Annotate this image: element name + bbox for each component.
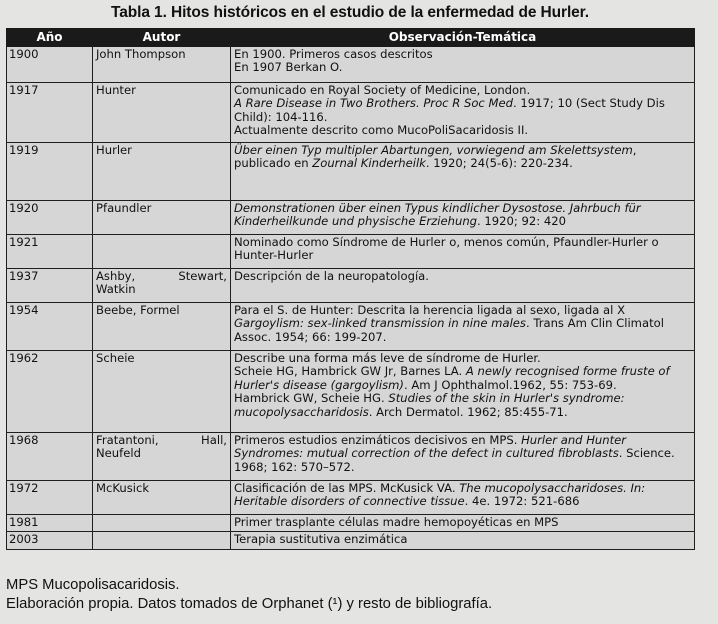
citation-title: Zournal Kinderheilk (312, 156, 426, 171)
header-observation: Observación-Temática (231, 29, 695, 47)
citation-title: The mucopolysaccharidoses. In: Heritable disorders of connective tissue (234, 481, 646, 509)
header-author: Autor (93, 29, 231, 47)
observation-cell (231, 351, 695, 433)
author-cell (93, 481, 231, 515)
table-row (7, 201, 695, 235)
year-cell: 1981 (7, 515, 93, 532)
observation-cell (231, 201, 695, 235)
observation-text: . 4e. 1972: 521-686 (464, 494, 580, 509)
author-cell (93, 143, 231, 201)
table-row (7, 515, 695, 532)
observation-text: Clasificación de las MPS. McKusick VA. (234, 481, 460, 495)
observation-text: . Am J Ophthalmol.1962, 55: 753-69. (403, 377, 617, 392)
observation-text: Nominado como Síndrome de Hurler o, menos común, Pfaundler-Hurler o Hunter-Hurler (234, 235, 659, 263)
author-text: Hunter (96, 83, 136, 97)
year-cell: 1968 (7, 433, 93, 481)
author-cell (93, 47, 231, 83)
author-cell (93, 433, 231, 481)
citation-title: Über einen Typ multipler Abartungen, vorwiegend am Skelettsystem (234, 143, 633, 157)
observation-line (234, 270, 691, 283)
table-row (7, 143, 695, 201)
observation-line (234, 202, 691, 229)
observation-line (234, 392, 691, 419)
observation-cell (231, 235, 695, 269)
author-text: McKusick (96, 481, 150, 495)
table-row (7, 83, 695, 143)
observation-text: Comunicado en Royal Society of Medicine, London. (234, 83, 531, 97)
author-cell (93, 303, 231, 351)
author-text: Pfaundler (96, 201, 152, 215)
observation-line (234, 236, 691, 263)
observation-cell (231, 269, 695, 303)
table-row (7, 532, 695, 549)
observation-line (234, 352, 691, 365)
observation-cell (231, 515, 695, 532)
author-cell (93, 532, 231, 549)
table-row (7, 433, 695, 481)
author-text: Scheie (96, 351, 135, 365)
observation-cell (231, 481, 695, 515)
observation-cell (231, 532, 695, 549)
year-cell: 1921 (7, 235, 93, 269)
author-text: Fratantoni, Hall, Neufeld (96, 433, 227, 461)
observation-text: Primeros estudios enzimáticos decisivos en MPS. (234, 433, 522, 447)
author-cell (93, 351, 231, 433)
table-row (7, 47, 695, 83)
observation-line (234, 365, 691, 392)
year-cell: 1972 (7, 481, 93, 515)
observation-text: Para el S. de Hunter: Descrita la herencia ligada al sexo, ligada al X (234, 303, 626, 317)
observation-line (234, 48, 691, 61)
observation-cell (231, 433, 695, 481)
table-row (7, 303, 695, 351)
observation-line (234, 144, 691, 171)
observation-text: . 1920; 92: 420 (477, 214, 566, 229)
observation-cell (231, 303, 695, 351)
year-cell: 1919 (7, 143, 93, 201)
table-row (7, 481, 695, 515)
observation-line (234, 304, 691, 344)
observation-text: Primer trasplante células madre hemopoyéticas en MPS (234, 515, 559, 529)
header-year: Año (7, 29, 93, 47)
citation-title: Studies of the skin in Hurler's syndrome: mucopolysaccharidosis (234, 391, 625, 419)
table-row (7, 235, 695, 269)
table-row (7, 269, 695, 303)
year-cell: 1900 (7, 47, 93, 83)
observation-text: En 1907 Berkan O. (234, 60, 343, 75)
table-body (7, 47, 695, 550)
year-cell: 1954 (7, 303, 93, 351)
year-cell: 2003 (7, 532, 93, 549)
author-cell (93, 269, 231, 303)
author-cell (93, 83, 231, 143)
observation-text: Scheie HG, Hambrick GW Jr, Barnes LA. (234, 364, 466, 379)
citation-title: Hurler and Hunter Syndromes: mutual correction of the defect in cultured fibroblasts (234, 433, 627, 461)
observation-text: , publicado en (234, 143, 637, 171)
footnote-abbreviation: MPS Mucopolisacaridosis. (6, 577, 180, 593)
citation-title: A Rare Disease in Two Brothers. Proc R Soc Med (234, 96, 513, 111)
table-header-row (7, 29, 695, 47)
observation-line (234, 124, 691, 137)
observation-text: . Arch Dermatol. 1962; 85:455-71. (368, 404, 568, 419)
footnote-source: Elaboración propia. Datos tomados de Orphanet (¹) y resto de bibliografía. (6, 596, 493, 612)
observation-line (234, 61, 691, 74)
observation-line (234, 97, 691, 124)
author-text: Beebe, Formel (96, 303, 180, 317)
observation-text: Hambrick GW, Scheie HG. (234, 391, 389, 406)
citation-title: Demonstrationen über einen Typus kindlicher Dysostose. Jahrbuch für Kinderheilkunde und physische Erziehung (234, 201, 641, 229)
observation-text: Descripción de la neuropatología. (234, 269, 429, 283)
observation-text: Actualmente descrito como MucoPoliSacaridosis II. (234, 123, 529, 138)
observation-line (234, 84, 691, 97)
milestones-table (6, 28, 695, 550)
observation-line (234, 482, 691, 509)
observation-cell (231, 47, 695, 83)
author-cell (93, 235, 231, 269)
observation-text: Describe una forma más leve de síndrome de Hurler. (234, 351, 541, 365)
observation-line (234, 533, 691, 546)
author-text: Hurler (96, 143, 132, 157)
year-cell: 1920 (7, 201, 93, 235)
author-text: Ashby, Stewart, Watkin (96, 269, 227, 297)
author-text: John Thompson (96, 47, 186, 61)
observation-text: . 1917; 10 (Sect Study Dis Child): 104-116. (234, 96, 665, 124)
observation-text: En 1900. Primeros casos descritos (234, 47, 433, 61)
observation-text: . Science. 1968; 162: 570–572. (234, 446, 675, 474)
observation-text: Terapia sustitutiva enzimática (234, 532, 408, 547)
citation-title: Gargoylism: sex-linked transmission in nine males (234, 316, 526, 331)
year-cell: 1917 (7, 83, 93, 143)
table-row (7, 351, 695, 433)
citation-title: A newly recognised forme fruste of Hurler's disease (gargoylism) (234, 364, 670, 392)
observation-line (234, 516, 691, 529)
observation-line (234, 434, 691, 474)
author-cell (93, 515, 231, 532)
observation-text: . 1920; 24(5-6): 220-234. (425, 156, 573, 171)
table-title: Tabla 1. Hitos históricos en el estudio de la enfermedad de Hurler. (111, 4, 589, 21)
observation-text: . Trans Am Clin Climatol Assoc. 1954; 66: 199-207. (234, 316, 664, 344)
year-cell: 1962 (7, 351, 93, 433)
observation-cell (231, 143, 695, 201)
year-cell: 1937 (7, 269, 93, 303)
observation-cell (231, 83, 695, 143)
author-cell (93, 201, 231, 235)
